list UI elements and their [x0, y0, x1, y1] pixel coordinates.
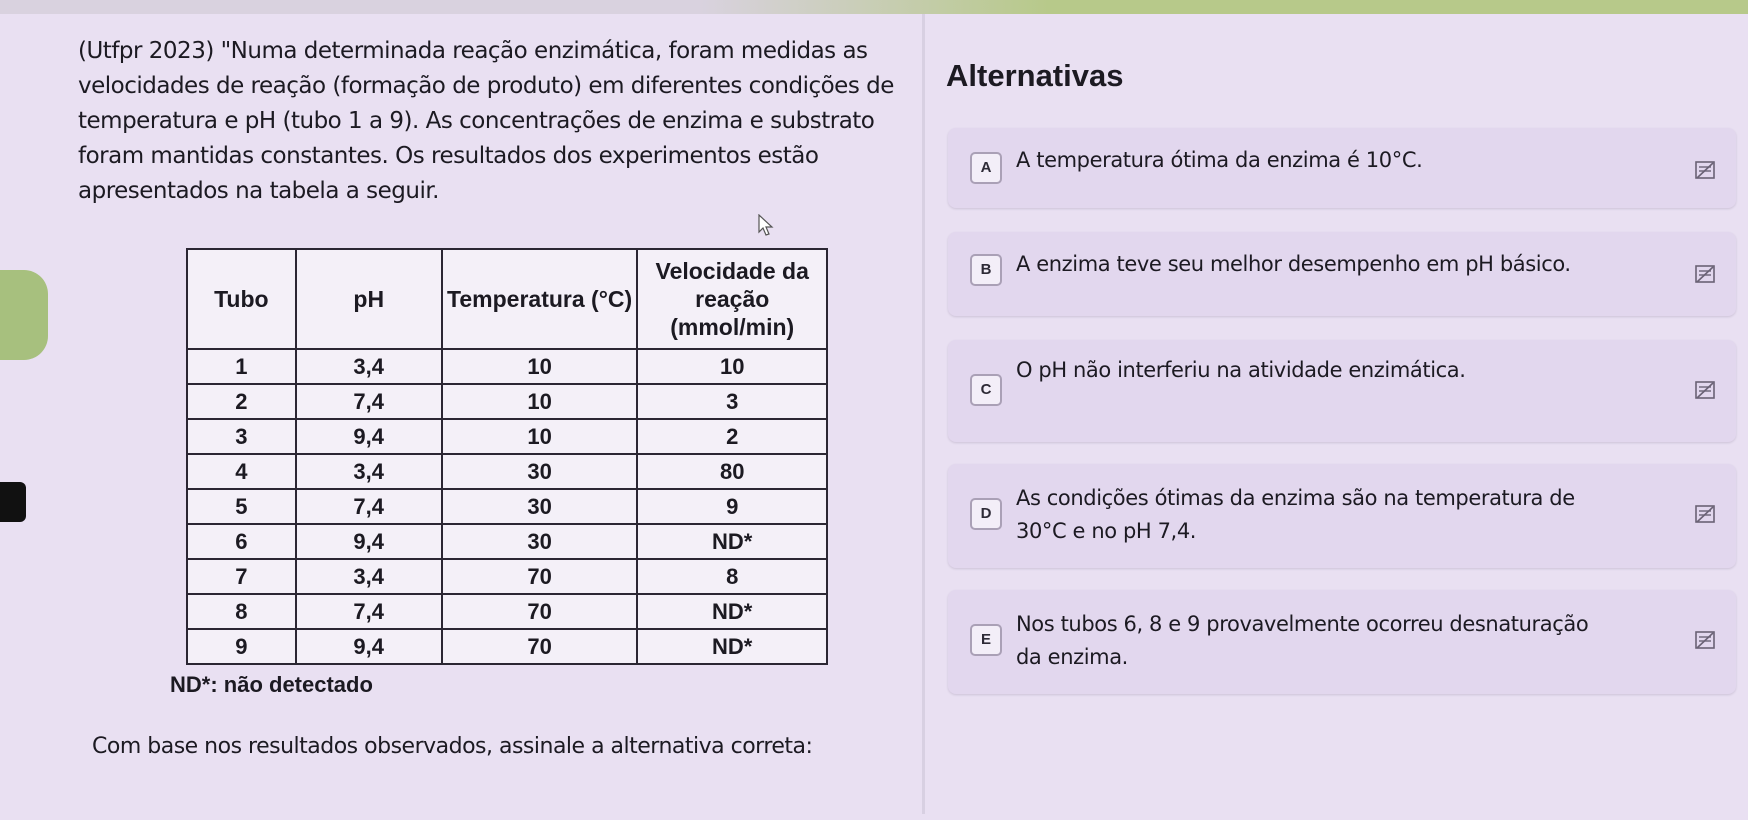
cell-ph: 7,4	[296, 594, 442, 629]
cell-ph: 3,4	[296, 559, 442, 594]
option-e[interactable]	[948, 590, 1736, 694]
cell-temp: 70	[442, 629, 638, 664]
table-header-row	[187, 249, 827, 349]
table-footnote: ND*: não detectado	[170, 672, 373, 697]
header-tubo: Tubo	[187, 249, 296, 349]
option-d-letter[interactable]: D	[970, 498, 1002, 530]
top-strip	[0, 0, 1748, 14]
option-e-letter[interactable]: E	[970, 624, 1002, 656]
cell-temp: 70	[442, 594, 638, 629]
strikethrough-icon[interactable]	[1694, 504, 1716, 524]
cell-vel: 9	[637, 489, 827, 524]
table-row	[187, 489, 827, 524]
cell-ph: 9,4	[296, 629, 442, 664]
cell-vel: ND*	[637, 629, 827, 664]
instruction-text: Com base nos resultados observados, assinale a alternativa correta:	[92, 734, 813, 759]
header-temperatura: Temperatura (°C)	[442, 249, 638, 349]
strikethrough-icon[interactable]	[1694, 380, 1716, 400]
cell-temp: 10	[442, 419, 638, 454]
table-row	[187, 349, 827, 384]
cell-vel: ND*	[637, 594, 827, 629]
option-a-letter[interactable]: A	[970, 152, 1002, 184]
cell-ph: 3,4	[296, 349, 442, 384]
cell-temp: 70	[442, 559, 638, 594]
cell-tubo: 6	[187, 524, 296, 559]
table-row	[187, 384, 827, 419]
cell-ph: 9,4	[296, 419, 442, 454]
option-b-letter[interactable]: B	[970, 254, 1002, 286]
strikethrough-icon[interactable]	[1694, 160, 1716, 180]
header-velocidade: Velocidade da reação (mmol/min)	[637, 249, 827, 349]
option-d-text: As condições ótimas da enzima são na temperatura de 30°C e no pH 7,4.	[1016, 486, 1575, 543]
cell-tubo: 9	[187, 629, 296, 664]
cell-vel: 80	[637, 454, 827, 489]
mouse-cursor-icon	[758, 214, 774, 236]
cell-tubo: 2	[187, 384, 296, 419]
table-row	[187, 524, 827, 559]
option-b[interactable]	[948, 232, 1736, 316]
cell-vel: 3	[637, 384, 827, 419]
cell-ph: 3,4	[296, 454, 442, 489]
option-a[interactable]	[948, 128, 1736, 208]
table-row	[187, 629, 827, 664]
table-row	[187, 559, 827, 594]
cell-ph: 9,4	[296, 524, 442, 559]
cell-vel: 8	[637, 559, 827, 594]
cell-ph: 7,4	[296, 384, 442, 419]
option-d[interactable]	[948, 464, 1736, 568]
data-table-container	[186, 248, 828, 665]
alternatives-title: Alternativas	[946, 58, 1124, 93]
table-row	[187, 594, 827, 629]
column-divider	[922, 14, 925, 814]
table-row	[187, 419, 827, 454]
option-a-text: A temperatura ótima da enzima é 10°C.	[1016, 148, 1423, 172]
cell-temp: 30	[442, 524, 638, 559]
cell-temp: 10	[442, 349, 638, 384]
cell-vel: 10	[637, 349, 827, 384]
question-text: (Utfpr 2023) "Numa determinada reação enzimática, foram medidas as velocidades de reação (formação de produto) em diferentes condições de temperatura e pH (tubo 1 a 9). As concentrações de enzima e substrato foram mantidas constantes. Os resultados dos experimentos estão apresentados na tabela a seguir.	[78, 38, 894, 204]
cell-temp: 30	[442, 454, 638, 489]
cell-tubo: 7	[187, 559, 296, 594]
left-side-marker	[0, 482, 26, 522]
left-side-tab	[0, 270, 48, 360]
option-c-letter[interactable]: C	[970, 374, 1002, 406]
strikethrough-icon[interactable]	[1694, 630, 1716, 650]
cell-tubo: 3	[187, 419, 296, 454]
cell-vel: ND*	[637, 524, 827, 559]
cell-temp: 30	[442, 489, 638, 524]
cell-tubo: 4	[187, 454, 296, 489]
option-c[interactable]	[948, 340, 1736, 442]
data-table	[186, 248, 828, 665]
header-ph: pH	[296, 249, 442, 349]
cell-ph: 7,4	[296, 489, 442, 524]
option-e-text: Nos tubos 6, 8 e 9 provavelmente ocorreu desnaturação da enzima.	[1016, 612, 1589, 669]
cell-tubo: 8	[187, 594, 296, 629]
option-b-text: A enzima teve seu melhor desempenho em pH básico.	[1016, 252, 1571, 276]
strikethrough-icon[interactable]	[1694, 264, 1716, 284]
cell-tubo: 1	[187, 349, 296, 384]
cell-vel: 2	[637, 419, 827, 454]
table-row	[187, 454, 827, 489]
cell-temp: 10	[442, 384, 638, 419]
cell-tubo: 5	[187, 489, 296, 524]
option-c-text: O pH não interferiu na atividade enzimática.	[1016, 358, 1466, 382]
